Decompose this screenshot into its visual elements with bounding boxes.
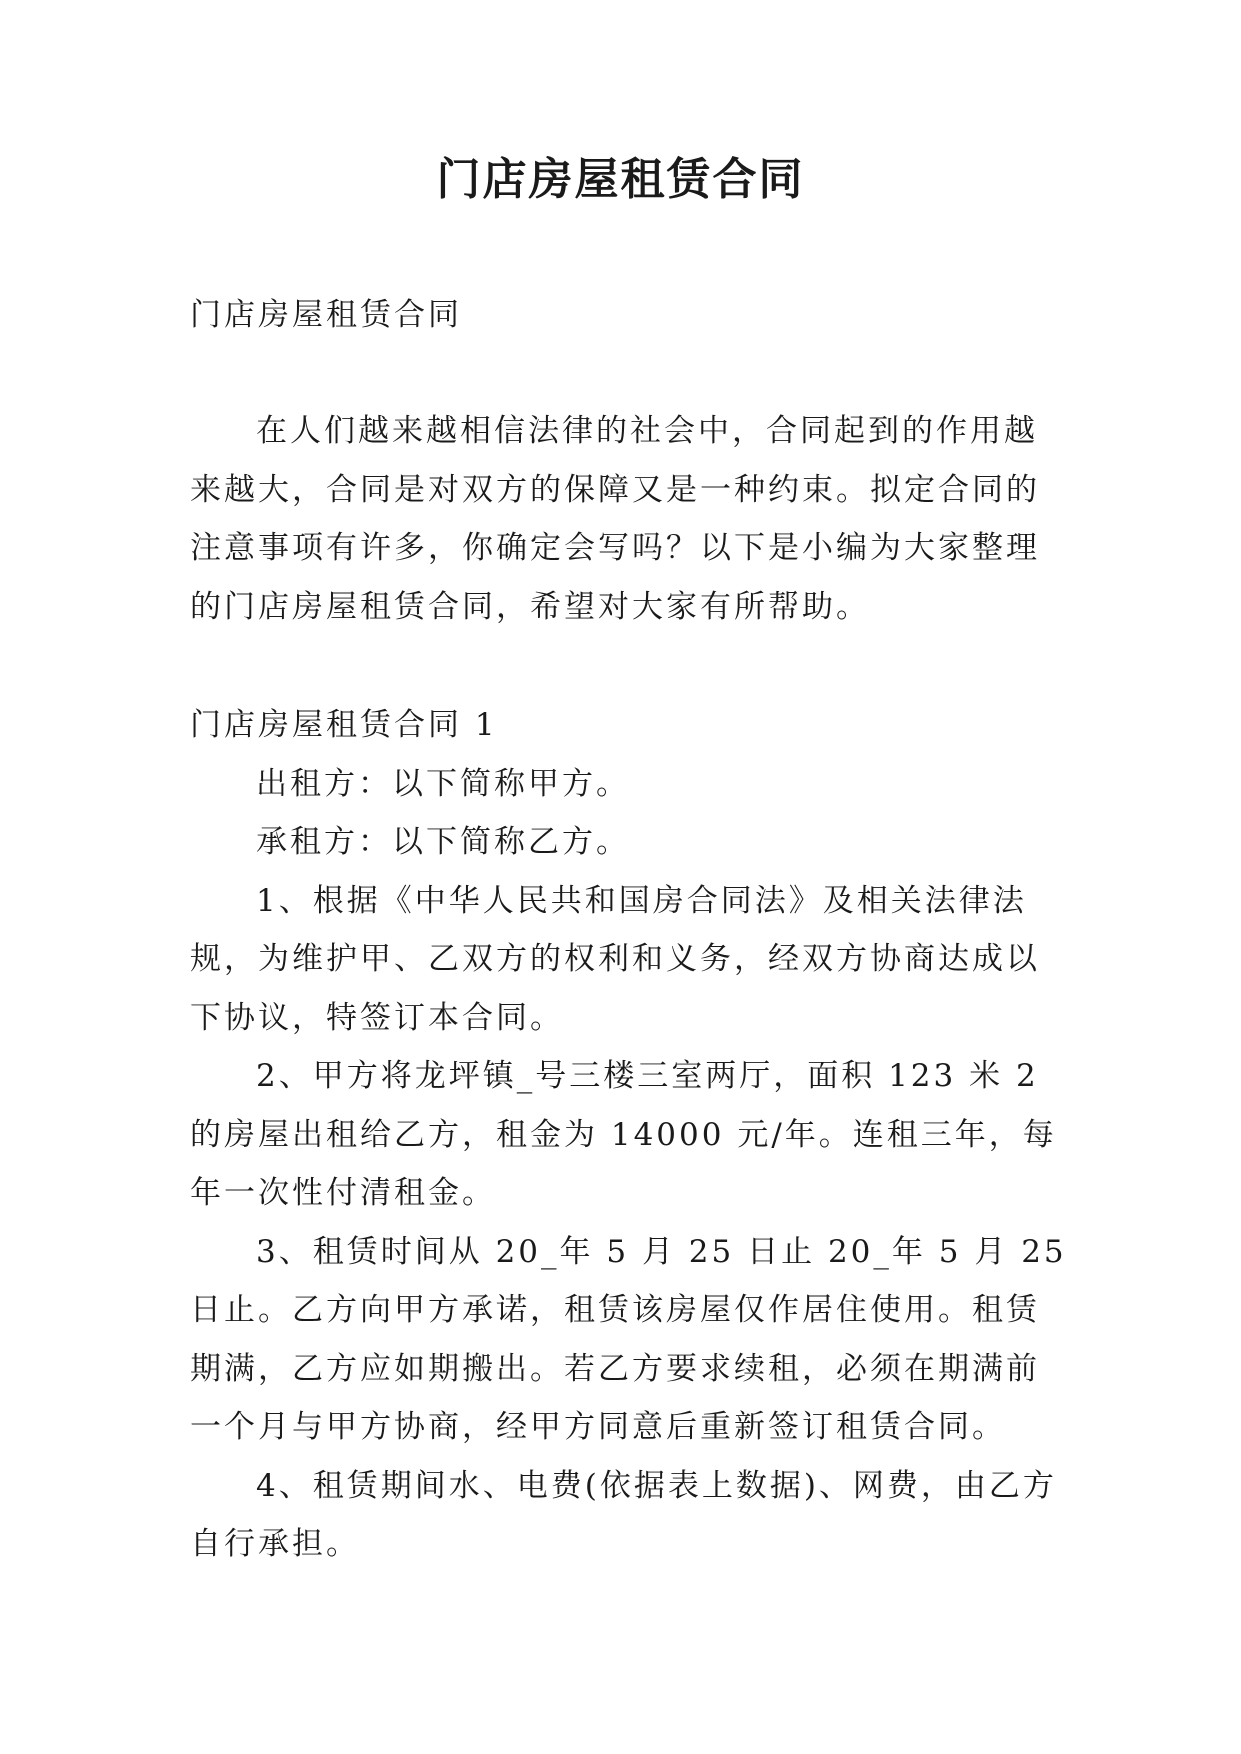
contract-section [190,696,1070,1574]
clause-2: 2、甲方将龙坪镇_号三楼三室两厅，面积 123 米 2 的房屋出租给乙方，租金为 14000 元/年。连租三年，每年一次性付清租金。 [190,1058,1057,1211]
clause-4: 4、租赁期间水、电费(依据表上数据)、网费，由乙方自行承担。 [190,1467,1057,1562]
intro-paragraph: 在人们越来越相信法律的社会中，合同起到的作用越来越大，合同是对双方的保障又是一种约束。拟定合同的注意事项有许多，你确定会写吗？以下是小编为大家整理的门店房屋租赁合同，希望对大家有所帮助。 [190,413,1040,625]
document-title: 门店房屋租赁合同 [436,154,805,205]
lessee-line: 承租方：以下简称乙方。 [256,824,630,860]
clause-1: 1、根据《中华人民共和国房合同法》及相关法律法规，为维护甲、乙双方的权利和义务，经双方协商达成以下协议，特签订本合同。 [190,882,1040,1036]
document-subtitle: 门店房屋租赁合同 [190,297,462,333]
lessor-line: 出租方：以下简称甲方。 [256,765,630,802]
section-heading: 门店房屋租赁合同 1 [190,707,498,743]
clause-3: 3、租赁时间从 20_年 5 月 25 日止 20_年 5 月 25 日止。乙方向甲方承诺，租赁该房屋仅作居住使用。租赁期满，乙方应如期搬出。若乙方要求续租，必须在期满前一个月与甲方协商，经甲方同意后重新签订租赁合同。 [190,1233,1067,1445]
